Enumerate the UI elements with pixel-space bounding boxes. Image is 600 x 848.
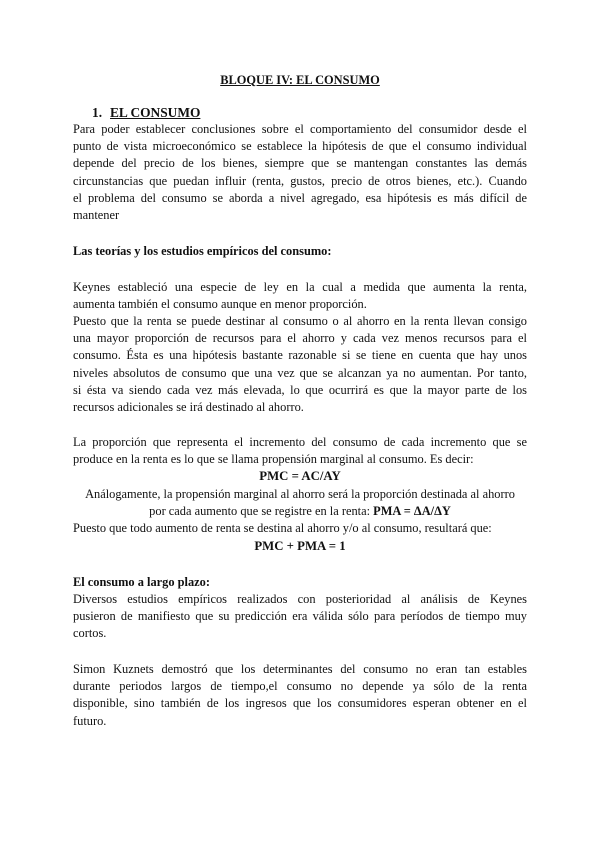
text-line: el problema del consumo se aborda a nivel agregado, esa hipótesis es más difícil de [73,190,527,205]
text-line: futuro. [73,713,107,728]
text-line: produce en la renta es lo que se llama propensión marginal al consumo. Es decir: [73,452,474,467]
intro-paragraph [73,121,527,224]
text-line: una mayor proporción de recursos para el ahorro y cada vez menos recursos para el [73,331,527,346]
text-line: aumenta también el consumo aunque en menor proporción. [73,297,367,312]
section-title: EL CONSUMO [110,105,201,120]
text-line: punto de vista microeconómico se establece la hipótesis de que el consumo individual [73,139,527,154]
formula-sum: PMC + PMA = 1 [254,539,346,553]
text-line: Puesto que todo aumento de renta se destina al ahorro y/o al consumo, resultará que: [73,521,492,536]
text-line: Simon Kuznets demostró que los determinantes del consumo no eran tan estables [73,662,527,676]
text-line: Para poder establecer conclusiones sobre el comportamiento del consumidor desde el [73,122,527,136]
formula-pmc: PMC = AC/AY [259,469,341,483]
text-span: por cada aumento que se registre en la renta: [149,504,374,519]
largo-plazo-paragraph-2 [73,661,527,730]
renta-paragraph [73,313,527,416]
text-line: durante periodos largos de tiempo,el consumo no depende ya sólo de la renta [73,679,527,694]
largo-plazo-paragraph-1 [73,591,527,643]
document-title: BLOQUE IV: EL CONSUMO [220,73,380,87]
subheading-largo-plazo: El consumo a largo plazo: [73,575,210,589]
text-line: cortos. [73,626,107,641]
text-line: disponible, sino también de los ingresos que los consumidores esperan obtener en el [73,696,527,711]
keynes-paragraph [73,279,527,313]
pma-paragraph [73,486,527,538]
text-line: niveles absolutos de consumo que una vez que se alcanzan ya no aumentan. Por tanto, [73,365,527,380]
text-line: Puesto que la renta se puede destinar al consumo o al ahorro en la renta llevan consigo [73,314,527,328]
text-line: recursos adicionales se irá destinado al ahorro. [73,400,304,415]
pmc-paragraph [73,434,527,468]
formula-pma: PMA = ΔA/ΔY [373,504,451,519]
text-line: Keynes estableció una especie de ley en la cual a medida que aumenta la renta, [73,280,527,294]
text-line [73,503,527,520]
text-line: consumo. Ésta es una hipótesis bastante razonable si se tiene en cuenta que hay unos [73,348,527,363]
subheading-teorias: Las teorías y los estudios empíricos del consumo: [73,244,332,258]
text-line: pusieron de manifiesto que su predicción era válida sólo para períodos de tiempo muy [73,609,527,624]
text-line: Análogamente, la propensión marginal al ahorro será la proporción destinada al ahorro [85,487,515,501]
text-line: La proporción que representa el incremento del consumo de cada incremento que se [73,435,527,449]
text-line: mantener [73,208,120,223]
section-heading [92,104,200,121]
section-number: 1. [92,105,103,120]
text-line: depende del precio de los bienes, siempre que se mantengan constantes las demás [73,156,527,171]
text-line: Diversos estudios empíricos realizados con posterioridad al análisis de Keynes [73,592,527,606]
text-line: circunstancias que puedan influir (renta, gustos, precio de otros bienes, etc.). Cuando [73,173,527,188]
text-line: si ésta va siendo cada vez más elevada, lo que ocurrirá es que la mayor parte de los [73,382,527,397]
